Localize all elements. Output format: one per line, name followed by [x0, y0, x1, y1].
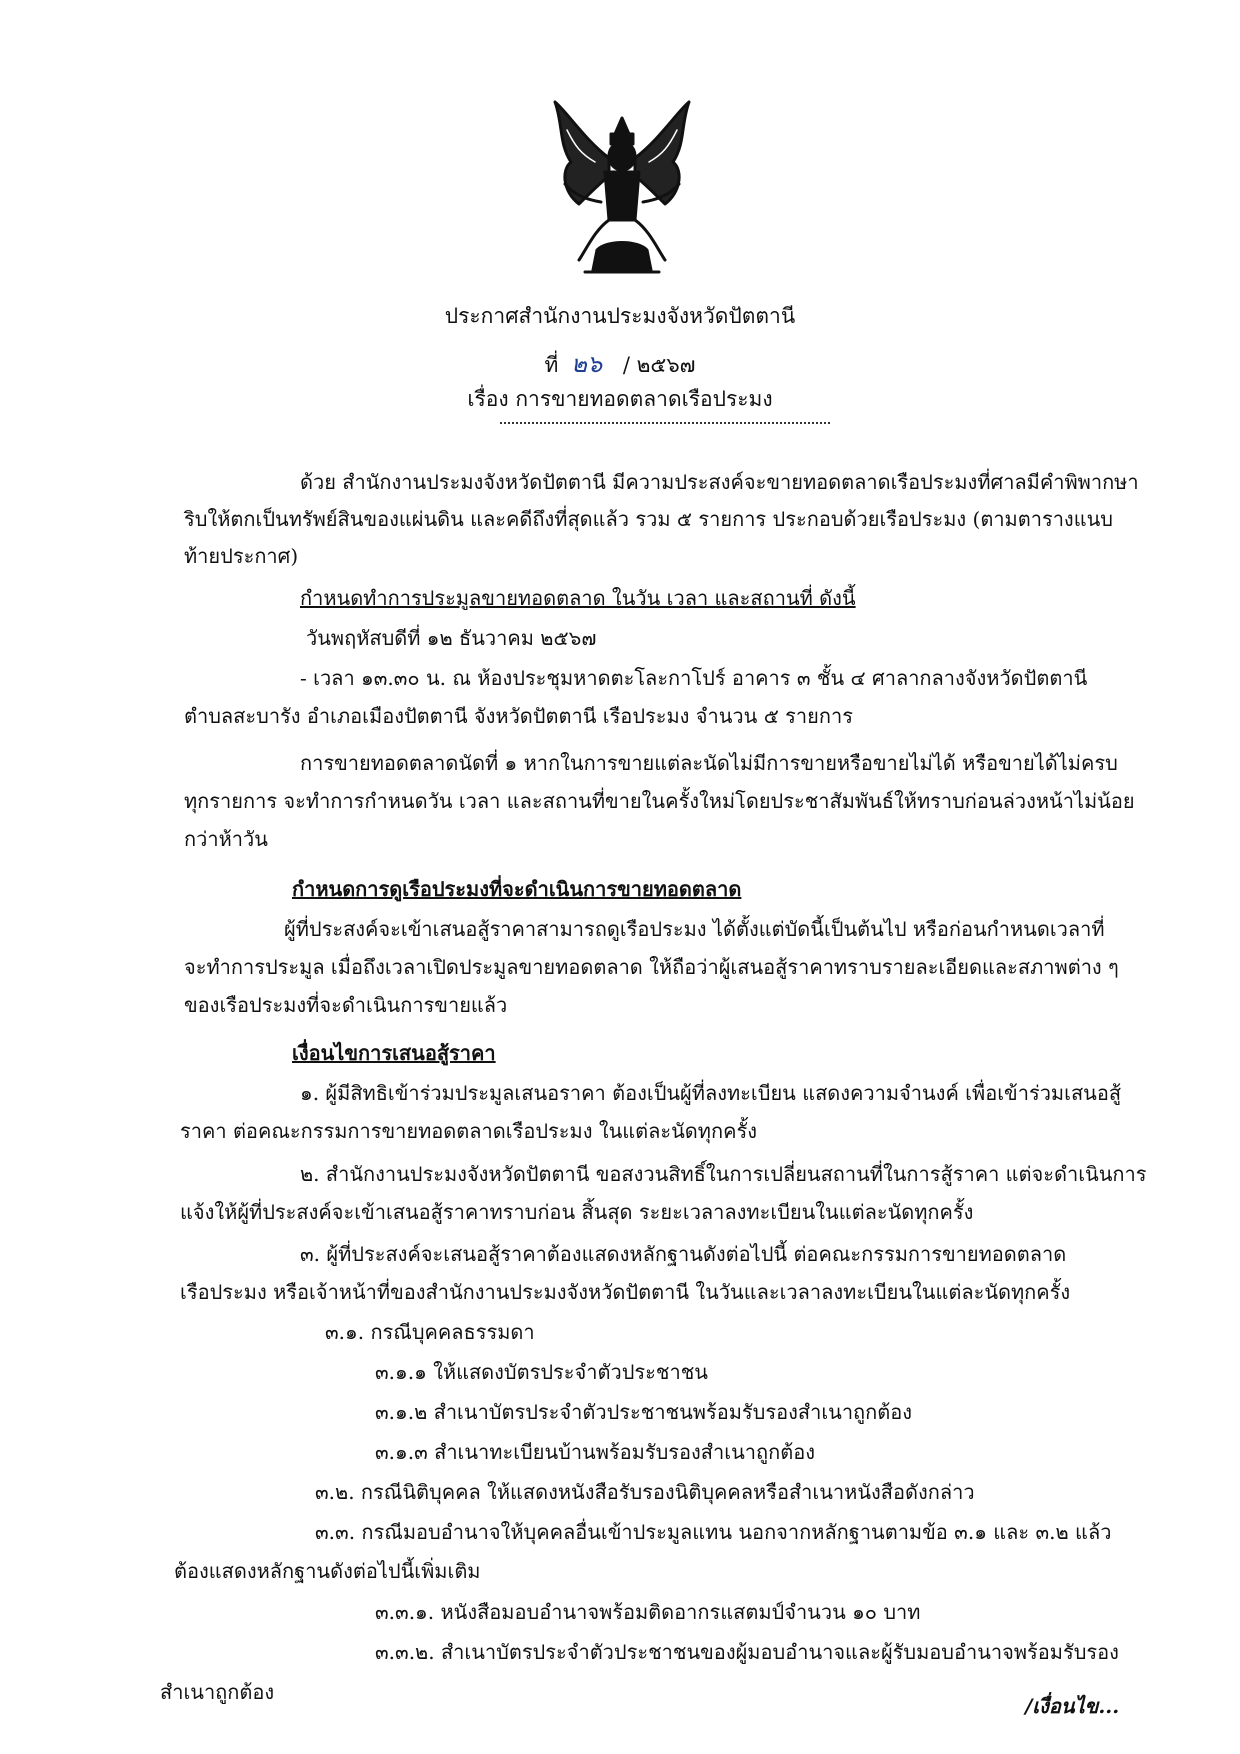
condition-line: ๓.๓.๑. หนังสือมอบอำนาจพร้อมติดอากรแสตมป์จำนวน ๑๐ บาท — [375, 1600, 921, 1624]
number-suffix: / ๒๕๖๗ — [622, 353, 696, 377]
auction-note-line: ทุกรายการ จะทำการกำหนดวัน เวลา และสถานที่ขายในครั้งใหม่โดยประชาสัมพันธ์ให้ทราบก่อนล่วงหน้าไม่น้อย — [184, 789, 1135, 813]
intro-line: ด้วย สำนักงานประมงจังหวัดปัตตานี มีความประสงค์จะขายทอดตลาดเรือประมงที่ศาลมีคำพิพากษา — [300, 470, 1139, 494]
schedule-detail: ตำบลสะบารัง อำเภอเมืองปัตตานี จังหวัดปัตตานี เรือประมง จำนวน ๕ รายการ — [184, 704, 853, 728]
announcement-subject: เรื่อง การขายทอดตลาดเรือประมง — [467, 387, 773, 411]
condition-line: ๓.๓. กรณีมอบอำนาจให้บุคคลอื่นเข้าประมูลแทน นอกจากหลักฐานตามข้อ ๓.๑ และ ๓.๒ แล้ว — [315, 1520, 1112, 1544]
condition-line: ๓.๒. กรณีนิติบุคคล ให้แสดงหนังสือรับรองนิติบุคคลหรือสำเนาหนังสือดังกล่าว — [315, 1480, 975, 1504]
condition-line: ๓. ผู้ที่ประสงค์จะเสนอสู้ราคาต้องแสดงหลักฐานดังต่อไปนี้ ต่อคณะกรรมการขายทอดตลาด — [300, 1242, 1067, 1266]
schedule-detail: - เวลา ๑๓.๓๐ น. ณ ห้องประชุมหาดตะโละกาโปร์ อาคาร ๓ ชั้น ๔ ศาลากลางจังหวัดปัตตานี — [300, 666, 1088, 690]
condition-line: ต้องแสดงหลักฐานดังต่อไปนี้เพิ่มเติม — [174, 1559, 481, 1583]
announcement-number — [0, 344, 1240, 383]
condition-line: ๒. สำนักงานประมงจังหวัดปัตตานี ขอสงวนสิทธิ์ในการเปลี่ยนสถานที่ในการสู้ราคา แต่จะดำเนินการ — [300, 1162, 1147, 1186]
condition-line: ๓.๓.๒. สำเนาบัตรประจำตัวประชาชนของผู้มอบอำนาจและผู้รับมอบอำนาจพร้อมรับรอง — [375, 1640, 1119, 1664]
dotted-divider — [500, 422, 830, 424]
schedule-date: วันพฤหัสบดีที่ ๑๒ ธันวาคม ๒๕๖๗ — [306, 626, 597, 650]
condition-line: ๓.๑.๒ สำเนาบัตรประจำตัวประชาชนพร้อมรับรองสำเนาถูกต้อง — [375, 1400, 913, 1424]
inspect-line: ของเรือประมงที่จะดำเนินการขายแล้ว — [184, 993, 508, 1017]
schedule-heading: กำหนดทำการประมูลขายทอดตลาด ในวัน เวลา และสถานที่ ดังนี้ — [300, 586, 856, 610]
condition-line: ๓.๑.๑ ให้แสดงบัตรประจำตัวประชาชน — [375, 1360, 708, 1384]
condition-line: ๓.๑. กรณีบุคคลธรรมดา — [325, 1320, 535, 1344]
condition-line: ราคา ต่อคณะกรรมการขายทอดตลาดเรือประมง ในแต่ละนัดทุกครั้ง — [180, 1119, 757, 1143]
auction-note-line: การขายทอดตลาดนัดที่ ๑ หากในการขายแต่ละนัดไม่มีการขายหรือขายไม่ได้ หรือขายได้ไม่ครบ — [300, 751, 1118, 775]
conditions-heading: เงื่อนไขการเสนอสู้ราคา — [292, 1041, 496, 1065]
intro-line: ท้ายประกาศ) — [184, 544, 299, 568]
handwritten-number: ๒๖ — [571, 350, 603, 378]
number-prefix: ที่ — [544, 353, 559, 377]
auction-note-line: กว่าห้าวัน — [184, 827, 268, 851]
inspect-line: ผู้ที่ประสงค์จะเข้าเสนอสู้ราคาสามารถดูเรือประมง ได้ตั้งแต่บัดนี้เป็นต้นไป หรือก่อนกำหนดเวลาที่ — [284, 917, 1105, 941]
condition-line: สำเนาถูกต้อง — [160, 1680, 275, 1704]
condition-line: ๓.๑.๓ สำเนาทะเบียนบ้านพร้อมรับรองสำเนาถูกต้อง — [375, 1440, 815, 1464]
intro-line: ริบให้ตกเป็นทรัพย์สินของแผ่นดิน และคดีถึงที่สุดแล้ว รวม ๕ รายการ ประกอบด้วยเรือประมง (ตามตารางแนบ — [184, 507, 1113, 531]
garuda-emblem — [545, 100, 700, 280]
condition-line: ๑. ผู้มีสิทธิเข้าร่วมประมูลเสนอราคา ต้องเป็นผู้ที่ลงทะเบียน แสดงความจำนงค์ เพื่อเข้าร่วมเสนอสู้ — [300, 1081, 1122, 1105]
condition-line: แจ้งให้ผู้ที่ประสงค์จะเข้าเสนอสู้ราคาทราบก่อน สิ้นสุด ระยะเวลาลงทะเบียนในแต่ละนัดทุกครั้ง — [180, 1200, 974, 1224]
inspect-heading: กำหนดการดูเรือประมงที่จะดำเนินการขายทอดตลาด — [292, 877, 742, 901]
announcement-title: ประกาศสำนักงานประมงจังหวัดปัตตานี — [444, 304, 796, 328]
condition-line: เรือประมง หรือเจ้าหน้าที่ของสำนักงานประมงจังหวัดปัตตานี ในวันและเวลาลงทะเบียนในแต่ละนัดทุกครั้ง — [180, 1280, 1071, 1304]
continuation-marker: /เงื่อนไข... — [1025, 1694, 1120, 1718]
inspect-line: จะทำการประมูล เมื่อถึงเวลาเปิดประมูลขายทอดตลาด ให้ถือว่าผู้เสนอสู้ราคาทราบรายละเอียดและสภาพต่าง ๆ — [184, 955, 1119, 979]
